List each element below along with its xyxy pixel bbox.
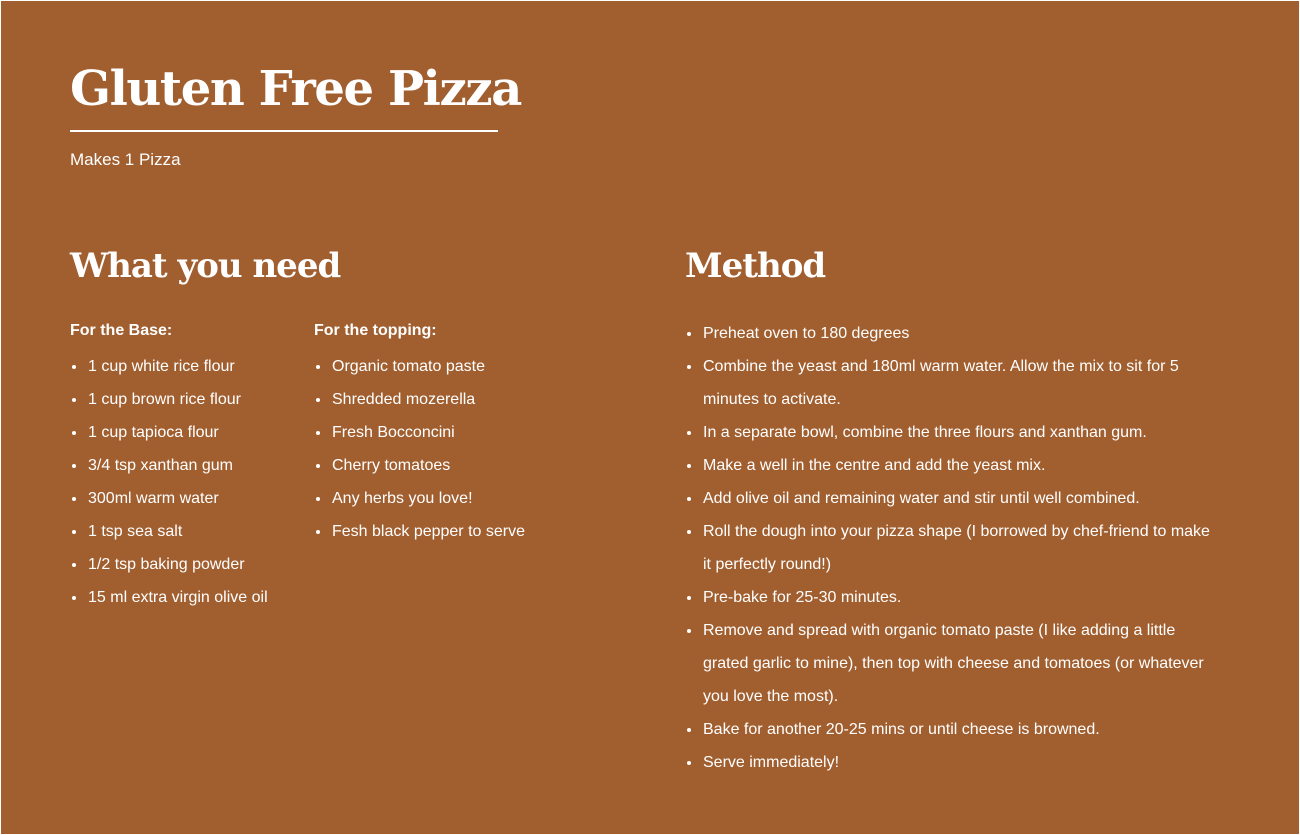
topping-ingredients [314,317,525,548]
list-item: Fresh Bocconcini [314,416,525,449]
method-step-list [685,317,1215,779]
method-step: Make a well in the centre and add the yeast mix. [685,449,1215,482]
method-step: Bake for another 20-25 mins or until cheese is browned. [685,713,1215,746]
list-item: Cherry tomatoes [314,449,525,482]
method-steps [685,317,1215,779]
list-item: 1 cup white rice flour [70,350,268,383]
ingredients-heading: What you need [70,246,341,286]
list-item: 3/4 tsp xanthan gum [70,449,268,482]
method-step: Serve immediately! [685,746,1215,779]
topping-label: For the topping: [314,322,437,339]
method-step: Roll the dough into your pizza shape (I borrowed by chef-friend to make it perfectly round!) [685,515,1215,581]
method-step: Preheat oven to 180 degrees [685,317,1215,350]
base-ingredients [70,317,268,614]
list-item: 1 tsp sea salt [70,515,268,548]
method-step: Pre-bake for 25-30 minutes. [685,581,1215,614]
method-step: Combine the yeast and 180ml warm water. Allow the mix to sit for 5 minutes to activate. [685,350,1215,416]
list-item: 1/2 tsp baking powder [70,548,268,581]
method-heading: Method [685,246,826,286]
recipe-title: Gluten Free Pizza [70,61,521,117]
list-item: 15 ml extra virgin olive oil [70,581,268,614]
base-ingredient-list [70,350,268,614]
method-step: Add olive oil and remaining water and stir until well combined. [685,482,1215,515]
recipe-card [1,1,1299,834]
list-item: Organic tomato paste [314,350,525,383]
recipe-yield: Makes 1 Pizza [70,150,181,169]
list-item: 300ml warm water [70,482,268,515]
title-underline [70,130,498,132]
list-item: Shredded mozerella [314,383,525,416]
method-step: In a separate bowl, combine the three flours and xanthan gum. [685,416,1215,449]
list-item: Fesh black pepper to serve [314,515,525,548]
base-label: For the Base: [70,322,173,339]
list-item: Any herbs you love! [314,482,525,515]
topping-ingredient-list [314,350,525,548]
method-step: Remove and spread with organic tomato paste (I like adding a little grated garlic to mine), then top with cheese and tomatoes (or whatever you love the most). [685,614,1215,713]
list-item: 1 cup brown rice flour [70,383,268,416]
list-item: 1 cup tapioca flour [70,416,268,449]
